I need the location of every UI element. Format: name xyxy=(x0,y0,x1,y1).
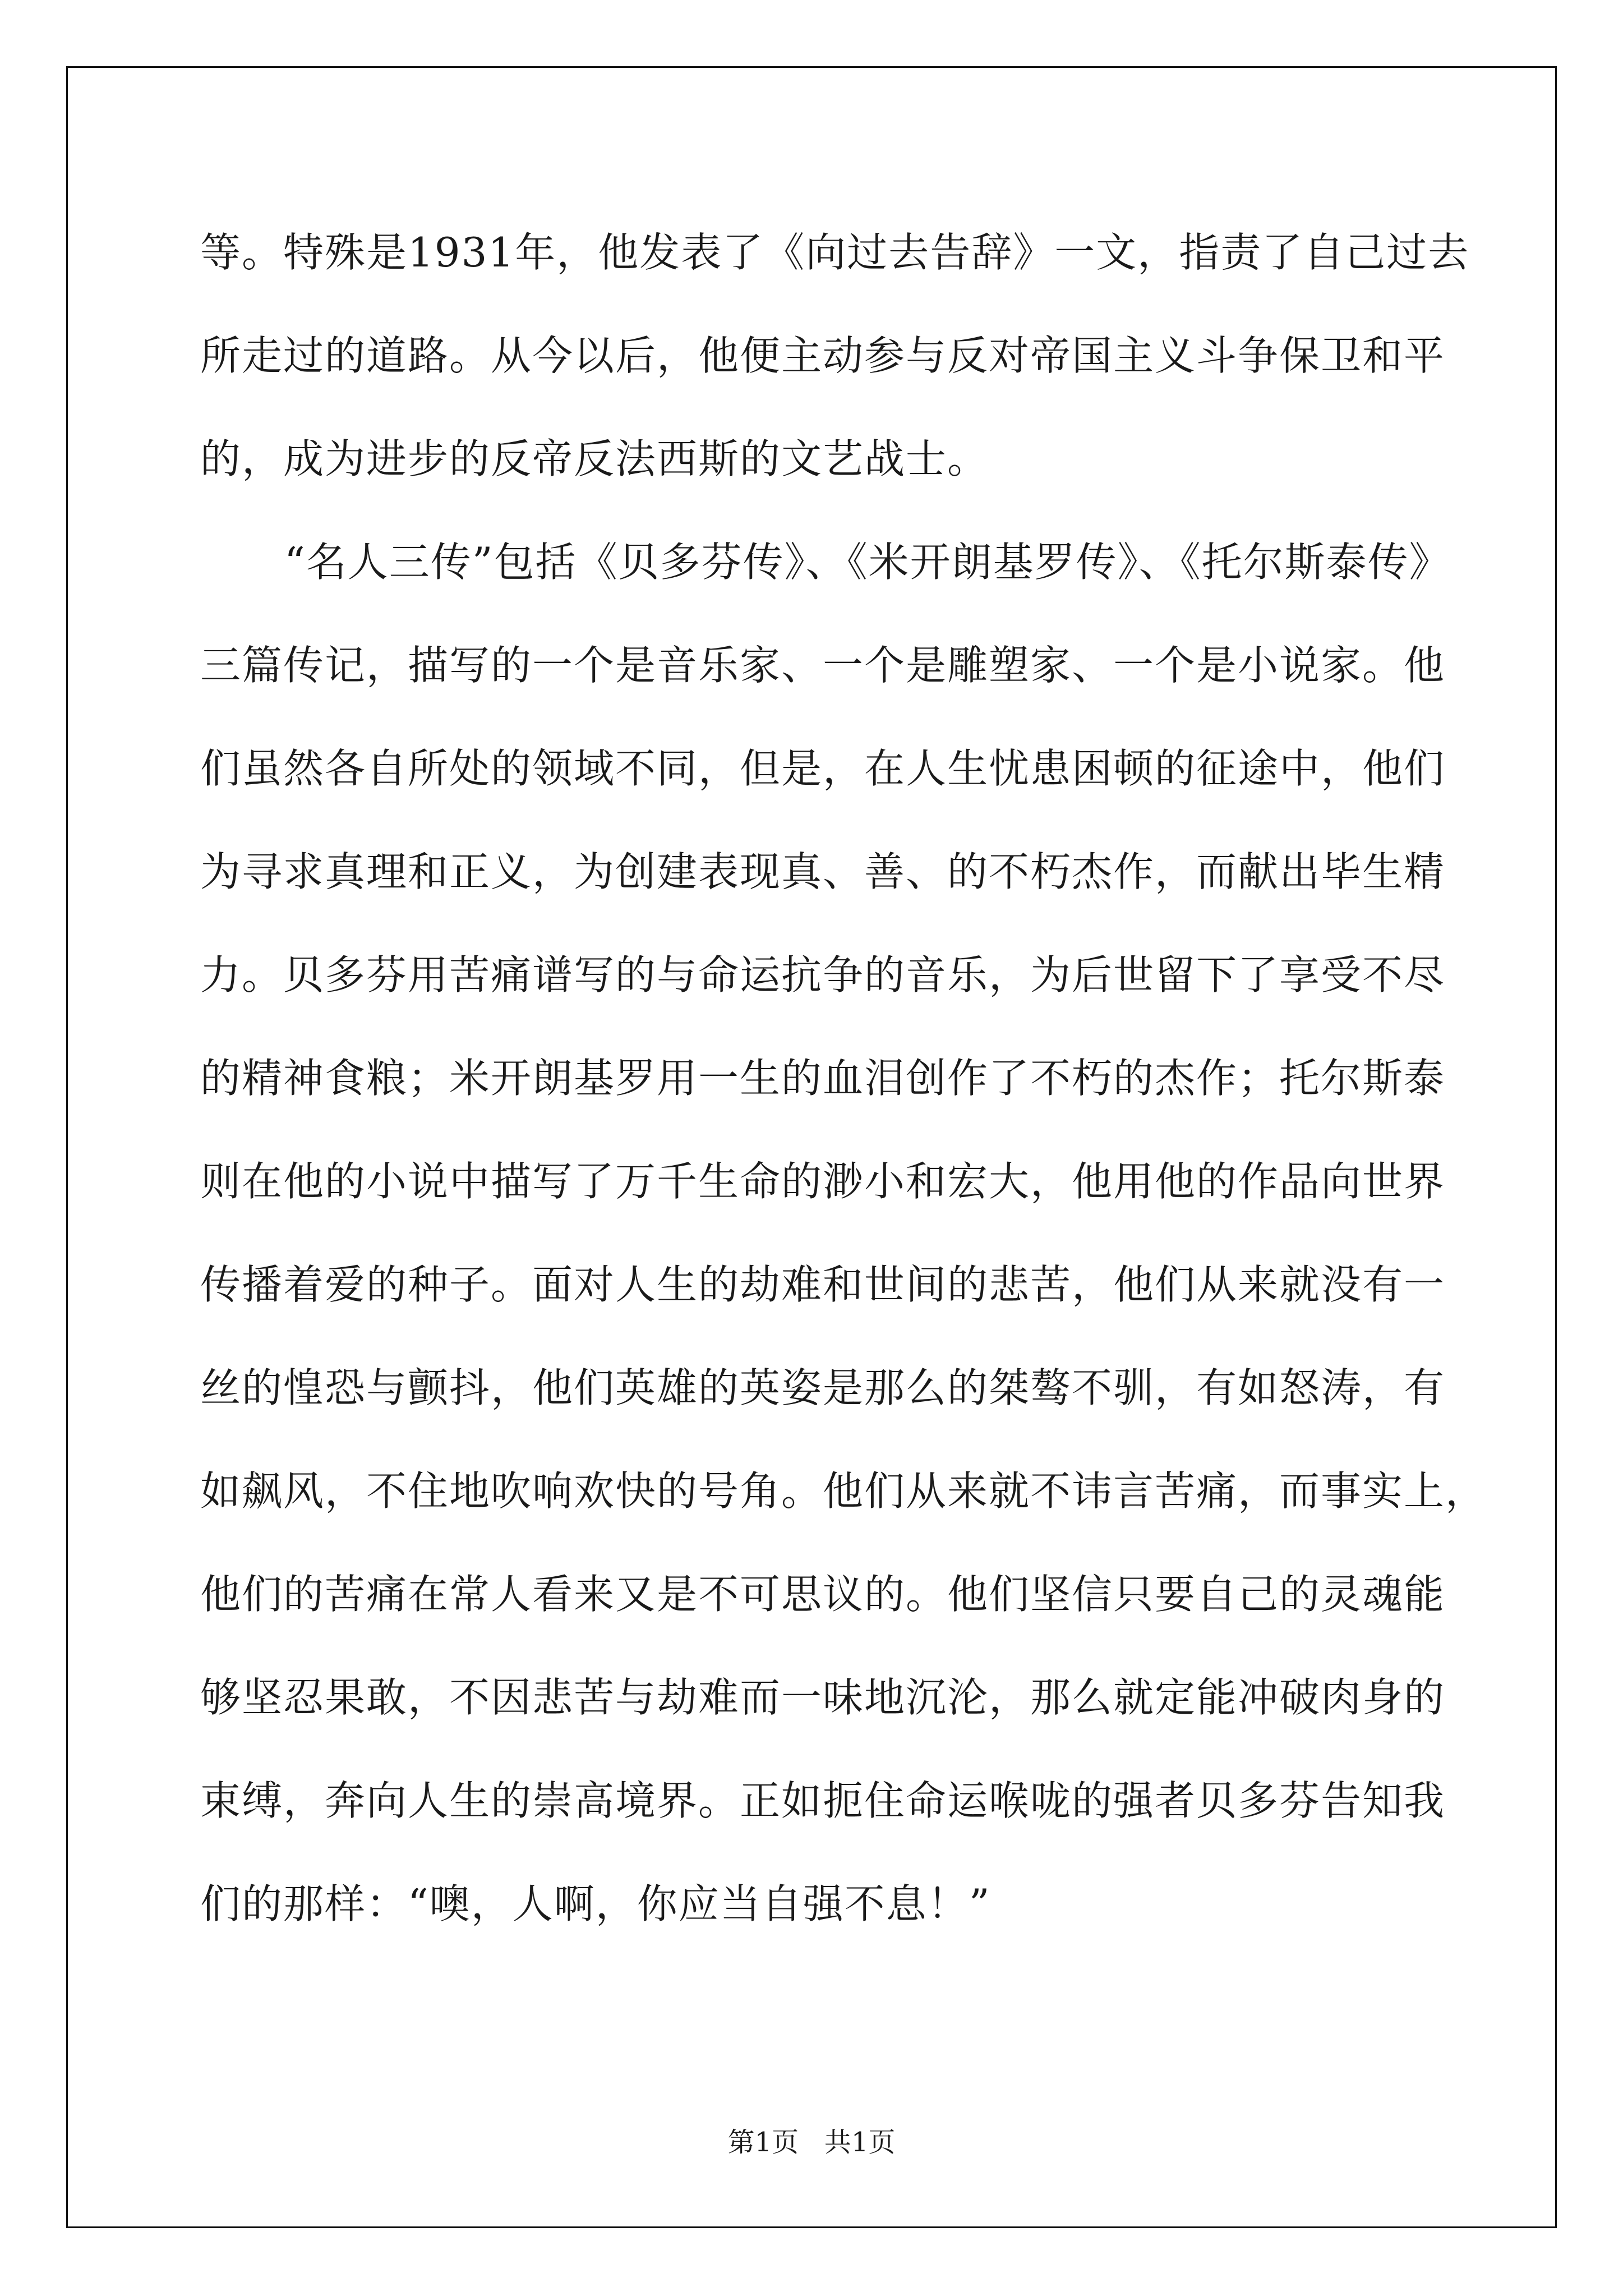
text-line: 传播着爱的种子。面对人生的劫难和世间的悲苦，他们从来就没有一 xyxy=(200,1261,1446,1308)
text-line: 丝的惶恐与颤抖，他们英雄的英姿是那么的桀骜不驯，有如怒涛，有 xyxy=(200,1364,1446,1411)
text-line: 则在他的小说中描写了万千生命的渺小和宏大，他用他的作品向世界 xyxy=(200,1158,1446,1205)
document-body xyxy=(200,213,1487,1968)
text-line: 的精神食粮；米开朗基罗用一生的血泪创作了不朽的杰作；托尔斯泰 xyxy=(200,1055,1446,1102)
page-footer: 第1页 共1页 xyxy=(727,2127,896,2158)
text-line: 们虽然各自所处的领域不同，但是，在人生忧患困顿的征途中，他们 xyxy=(200,745,1446,792)
text-line: 三篇传记，描写的一个是音乐家、一个是雕塑家、一个是小说家。他 xyxy=(200,642,1446,689)
text-line: 为寻求真理和正义，为创建表现真、善、的不朽杰作，而献出毕生精 xyxy=(200,848,1446,895)
text-line: 束缚，奔向人生的崇高境界。正如扼住命运喉咙的强者贝多芬告知我 xyxy=(200,1777,1446,1824)
text-line: 他们的苦痛在常人看来又是不可思议的。他们坚信只要自己的灵魂能 xyxy=(200,1571,1446,1618)
text-line: 们的那样：“噢，人啊，你应当自强不息！” xyxy=(200,1880,991,1927)
text-line: 等。特殊是1931年，他发表了《向过去告辞》一文，指责了自己过去 xyxy=(200,229,1470,276)
text-line: “名人三传”包括《贝多芬传》、《米开朗基罗传》、《托尔斯泰传》 xyxy=(284,539,1451,586)
text-line: 所走过的道路。从今以后，他便主动参与反对帝国主义斗争保卫和平 xyxy=(200,332,1446,379)
text-line: 力。贝多芬用苦痛谱写的与命运抗争的音乐，为后世留下了享受不尽 xyxy=(200,951,1446,999)
text-line: 的，成为进步的反帝反法西斯的文艺战士。 xyxy=(200,435,989,482)
text-line: 够坚忍果敢，不因悲苦与劫难而一味地沉沦，那么就定能冲破肉身的 xyxy=(200,1674,1446,1721)
text-line: 如飙风，不住地吹响欢快的号角。他们从来就不讳言苦痛，而事实上， xyxy=(200,1467,1487,1515)
